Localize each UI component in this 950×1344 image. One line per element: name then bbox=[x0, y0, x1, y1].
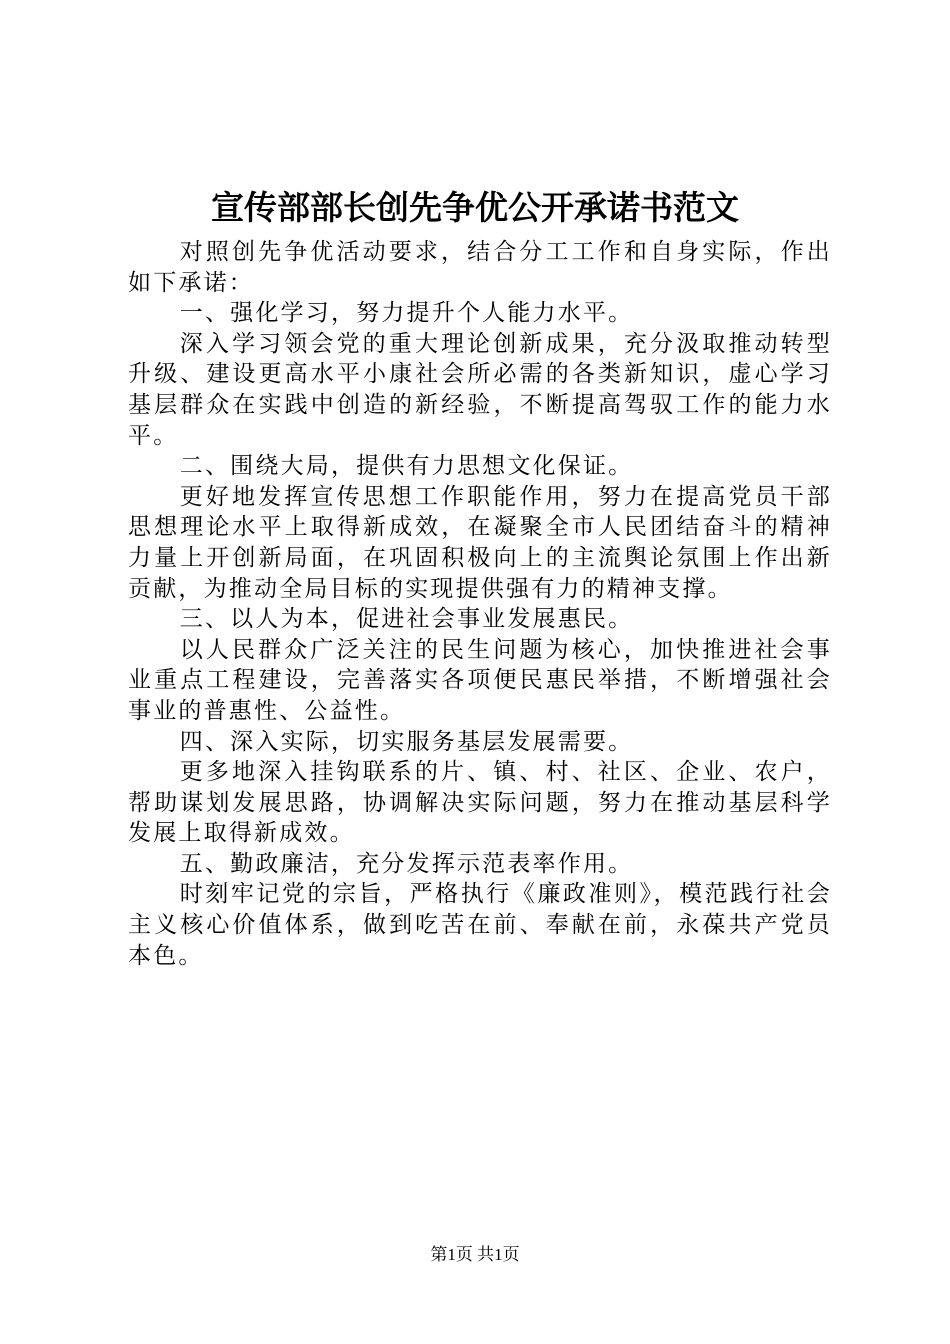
paragraph-intro: 对照创先争优活动要求，结合分工工作和自身实际，作出如下承诺： bbox=[128, 239, 832, 296]
paragraph-5: 时刻牢记党的宗旨，严格执行《廉政准则》，模范践行社会主义核心价值体系，做到吃苦在前、奉献在前，永葆共产党员本色。 bbox=[128, 881, 832, 969]
paragraph-1: 深入学习领会党的重大理论创新成果，充分汲取推动转型升级、建设更高水平小康社会所必需的各类新知识，虚心学习基层群众在实践中创造的新经验，不断提高驾驭工作的能力水平。 bbox=[128, 330, 832, 449]
heading-1: 一、强化学习，努力提升个人能力水平。 bbox=[179, 300, 634, 327]
paragraph-3: 以人民群众广泛关注的民生问题为核心，加快推进社会事业重点工程建设，完善落实各项便民惠民举措，不断增强社会事业的普惠性、公益性。 bbox=[128, 636, 832, 724]
heading-3: 三、以人为本，促进社会事业发展惠民。 bbox=[179, 606, 634, 633]
document-title: 宣传部部长创先争优公开承诺书范文 bbox=[211, 188, 739, 227]
page-footer: 第1页 共1页 bbox=[430, 1245, 520, 1264]
paragraph-4: 更多地深入挂钩联系的片、镇、村、社区、企业、农户，帮助谋划发展思路，协调解决实际问题，努力在推动基层科学发展上取得新成效。 bbox=[128, 759, 832, 847]
heading-5: 五、勤政廉洁，充分发挥示范表率作用。 bbox=[179, 850, 634, 877]
paragraph-2: 更好地发挥宣传思想工作职能作用，努力在提高党员干部思想理论水平上取得新成效，在凝聚全市人民团结奋斗的精神力量上开创新局面，在巩固积极向上的主流舆论氛围上作出新贡献，为推动全局目标的实现提供强有力的精神支撑。 bbox=[128, 483, 832, 602]
document-body bbox=[128, 237, 832, 971]
heading-4: 四、深入实际，切实服务基层发展需要。 bbox=[179, 728, 634, 755]
heading-2: 二、围绕大局，提供有力思想文化保证。 bbox=[179, 453, 634, 480]
